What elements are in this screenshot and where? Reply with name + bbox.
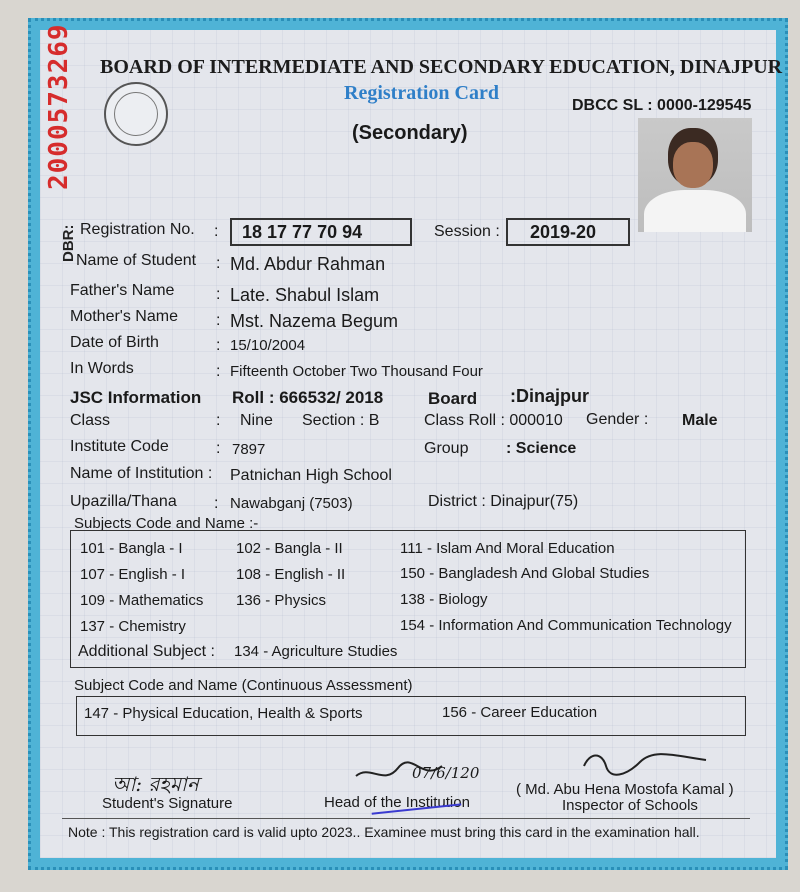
reg-value: 18 17 77 70 94 xyxy=(242,222,363,242)
words-value: Fifteenth October Two Thousand Four xyxy=(230,363,483,380)
name-label: Name of Student xyxy=(76,252,197,269)
colon: : xyxy=(216,412,221,429)
colon: : xyxy=(216,286,221,303)
inspector-name: ( Md. Abu Hena Mostofa Kamal ) xyxy=(516,781,734,798)
colon: : xyxy=(214,495,219,512)
subject-item: 136 - Physics xyxy=(236,592,327,609)
level-title: (Secondary) xyxy=(352,122,468,144)
card-title: Registration Card xyxy=(344,82,499,104)
session-value: 2019-20 xyxy=(530,222,597,242)
inst-name-label: Name of Institution : xyxy=(70,465,213,482)
upazila-value: Nawabganj (7503) xyxy=(230,495,353,512)
mother-value: Mst. Nazema Begum xyxy=(230,311,399,331)
inspector-signature-icon xyxy=(576,748,716,782)
jsc-label: JSC Information xyxy=(70,388,202,407)
student-signature: আ: রহমান xyxy=(112,772,199,796)
group-label: Group xyxy=(424,440,469,457)
note-divider xyxy=(62,818,750,819)
student-sig-label: Student's Signature xyxy=(102,795,233,812)
board-seal-icon xyxy=(104,82,168,146)
dbr-label: DBR: xyxy=(60,224,77,262)
class-label: Class xyxy=(70,412,111,429)
district: District : Dinajpur(75) xyxy=(428,493,579,510)
subject-item: 150 - Bangladesh And Global Studies xyxy=(400,565,650,582)
inst-code-value: 7897 xyxy=(232,441,266,458)
name-value: Md. Abdur Rahman xyxy=(230,254,386,274)
dob-value: 15/10/2004 xyxy=(230,337,306,354)
head-signature-date: 07/6/120 xyxy=(412,764,480,782)
dbcc-serial: DBCC SL : 0000-129545 xyxy=(572,97,752,114)
mother-label: Mother's Name xyxy=(70,308,178,325)
subject-item: 108 - English - II xyxy=(236,566,346,583)
father-value: Late. Shabul Islam xyxy=(230,285,380,305)
reg-colon: : xyxy=(214,223,219,240)
continuous-item: 156 - Career Education xyxy=(442,704,598,721)
continuous-heading: Subject Code and Name (Continuous Assessment) xyxy=(74,677,413,694)
group-value: : Science xyxy=(506,440,577,457)
subject-item: 154 - Information And Communication Technology xyxy=(400,617,732,634)
colon: : xyxy=(216,337,221,354)
subject-item: 109 - Mathematics xyxy=(80,592,204,609)
upazila-label: Upazilla/Thana xyxy=(70,493,177,510)
serial-number: 2000573269 xyxy=(44,23,74,190)
validity-note: Note : This registration card is valid upto 2023.. Examinee must bring this card in the examination hall. xyxy=(68,824,700,840)
colon: : xyxy=(216,255,221,272)
subject-item: 101 - Bangla - I xyxy=(80,540,183,557)
dob-label: Date of Birth xyxy=(70,334,159,351)
inspector-label: Inspector of Schools xyxy=(562,797,698,814)
subject-item: 138 - Biology xyxy=(400,591,488,608)
gender-label: Gender : xyxy=(586,411,649,428)
student-photo xyxy=(638,118,752,232)
subject-item: 111 - Islam And Moral Education xyxy=(400,540,615,557)
colon: : xyxy=(216,440,221,457)
subject-item: 137 - Chemistry xyxy=(80,618,186,635)
subjects-heading: Subjects Code and Name :- xyxy=(74,515,259,532)
additional-value: 134 - Agriculture Studies xyxy=(234,643,398,660)
colon: : xyxy=(216,363,221,380)
inst-name-value: Patnichan High School xyxy=(230,467,392,484)
jsc-board-label: Board xyxy=(428,389,478,408)
jsc-roll: Roll : 666532/ 2018 xyxy=(232,388,384,407)
father-label: Father's Name xyxy=(70,282,175,299)
jsc-board-value: :Dinajpur xyxy=(510,386,589,406)
continuous-item: 147 - Physical Education, Health & Sports xyxy=(84,705,363,722)
gender-value: Male xyxy=(682,412,718,429)
class-value: Nine xyxy=(240,412,273,429)
head-sig-label: Head of the Institution xyxy=(324,794,470,811)
subject-item: 102 - Bangla - II xyxy=(236,540,343,557)
reg-label: Registration No. xyxy=(80,221,195,238)
colon: : xyxy=(216,312,221,329)
subject-item: 107 - English - I xyxy=(80,566,186,583)
inst-code-label: Institute Code xyxy=(70,438,169,455)
board-name: BOARD OF INTERMEDIATE AND SECONDARY EDUCATION, DINAJPUR xyxy=(100,56,783,78)
additional-label: Additional Subject : xyxy=(78,643,215,660)
section: Section : B xyxy=(302,412,380,429)
words-label: In Words xyxy=(70,360,134,377)
session-label: Session : xyxy=(434,223,500,240)
class-roll: Class Roll : 000010 xyxy=(424,412,563,429)
